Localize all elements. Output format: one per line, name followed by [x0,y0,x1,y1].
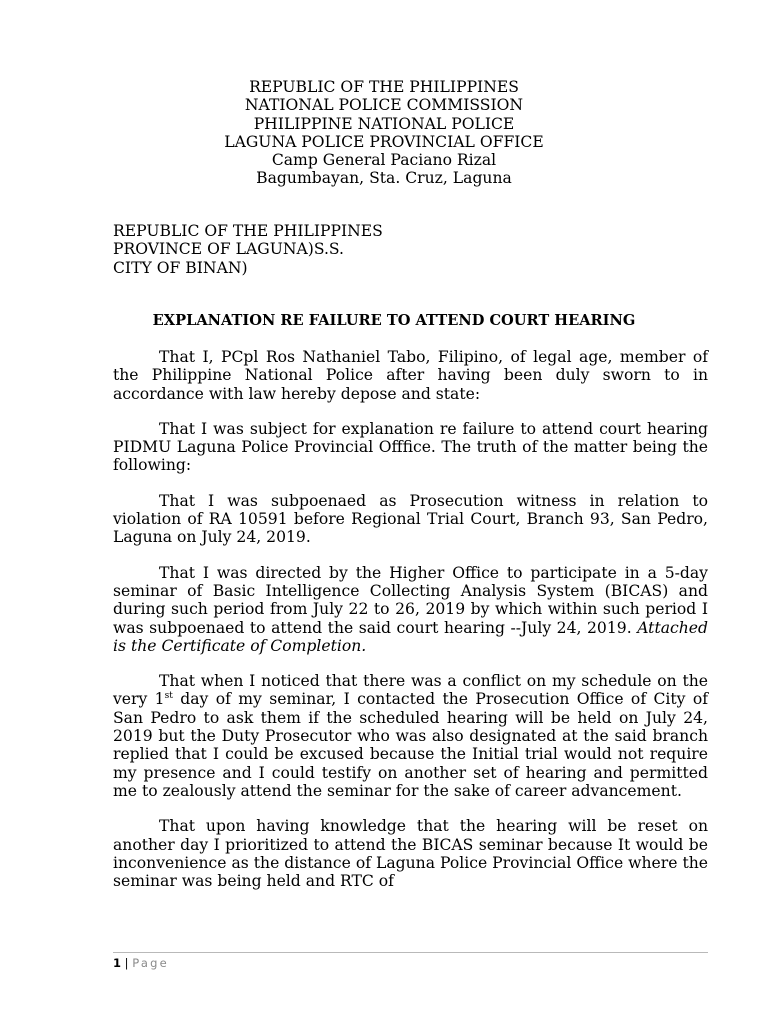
footer-separator: | [121,956,133,970]
seminar-text: That I was directed by the Higher Office to participate in a 5-day seminar of Basic Intelligence Collecting Analysis System (BICAS) and during such period from July 22 to 26, 2019 by which within such period I was subpoenaed to attend the said court hearing --July 24, 2019. [113,563,708,637]
paragraph-affiant: That I, PCpl Ros Nathaniel Tabo, Filipino, of legal age, member of the Philippine National Police after having been duly sworn to in accordance with law hereby depose and state: [113,348,708,403]
page-footer [113,956,169,970]
letterhead-office: LAGUNA POLICE PROVINCIAL OFFICE [224,132,544,151]
certificate-note: Attached is the Certificate of Completion. [113,618,708,655]
ordinal-suffix: st [164,691,173,702]
paragraph-reset: That upon having knowledge that the hearing will be reset on another day I prioritized to attend the BICAS seminar because It would be inconvenience as the distance of Laguna Police Provincial Office where the seminar was being held and RTC of [113,817,708,891]
page-number: 1 [113,956,122,970]
venue-republic: REPUBLIC OF THE PHILIPPINES [113,222,383,240]
paragraph-conflict [113,672,708,800]
paragraph-seminar [113,564,708,655]
conflict-text-start: That when I noticed that there was a conflict on my schedule on the very 1 [113,672,708,709]
footer-divider [113,952,708,953]
letterhead-republic: REPUBLIC OF THE PHILIPPINES [249,78,519,96]
conflict-text-rest: day of my seminar, I contacted the Prosecution Office of City of San Pedro to ask them if the scheduled hearing will be held on July 24, 2019 but the Duty Prosecutor who was also designated at the said branch replied that I could be excused because the Initial trial would not require my presence and I could testify on another set of hearing and permitted me to zealously attend the seminar for the sake of career advancement. [113,690,708,800]
letterhead [0,78,768,188]
letterhead-address: Bagumbayan, Sta. Cruz, Laguna [256,169,512,188]
letterhead-pnp: PHILIPPINE NATIONAL POLICE [253,114,515,133]
letterhead-napolcom: NATIONAL POLICE COMMISSION [244,96,524,115]
venue-city: CITY OF BINAN) [113,258,248,277]
letterhead-camp: Camp General Paciano Rizal [271,151,497,170]
venue-block [113,222,383,277]
page-label: Page [132,956,169,970]
paragraph-subject: That I was subject for explanation re failure to attend court hearing PIDMU Laguna Police Provincial Offfice. The truth of the matter being the following: [113,419,708,475]
venue-province: PROVINCE OF LAGUNA)S.S. [113,240,345,259]
document-title: EXPLANATION RE FAILURE TO ATTEND COURT HEARING [152,312,636,329]
document-body [113,348,708,907]
paragraph-subpoena: That I was subpoenaed as Prosecution witness in relation to violation of RA 10591 before Regional Trial Court, Branch 93, San Pedro, Laguna on July 24, 2019. [113,491,708,547]
